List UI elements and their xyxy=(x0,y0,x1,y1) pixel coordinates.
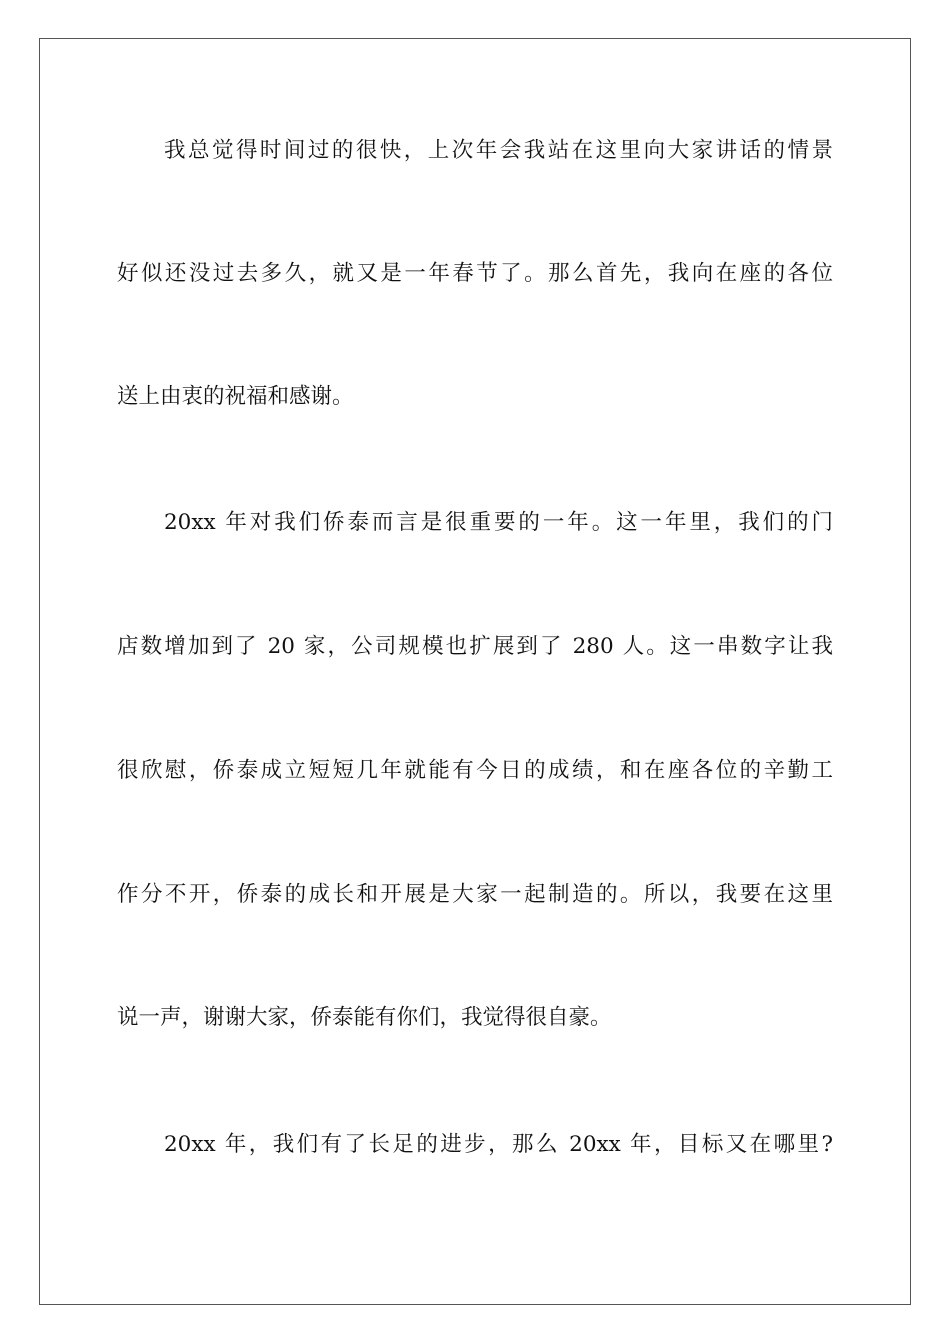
paragraph-2-line-2: 店数增加到了 20 家，公司规模也扩展到了 280 人。这一串数字让我 xyxy=(117,634,833,659)
paragraph-3-line-1: 20xx 年，我们有了长足的进步，那么 20xx 年，目标又在哪里? xyxy=(164,1132,833,1157)
paragraph-1-line-3: 送上由衷的祝福和感谢。 xyxy=(117,384,354,409)
page-border xyxy=(39,38,911,1305)
paragraph-2-line-4: 作分不开，侨泰的成长和开展是大家一起制造的。所以，我要在这里 xyxy=(117,882,833,907)
paragraph-2-line-3: 很欣慰，侨泰成立短短几年就能有今日的成绩，和在座各位的辛勤工 xyxy=(117,758,833,783)
paragraph-1-line-1: 我总觉得时间过的很快，上次年会我站在这里向大家讲话的情景 xyxy=(164,138,833,163)
paragraph-2-line-1: 20xx 年对我们侨泰而言是很重要的一年。这一年里，我们的门 xyxy=(164,510,833,535)
paragraph-1-line-2: 好似还没过去多久，就又是一年春节了。那么首先，我向在座的各位 xyxy=(117,261,833,286)
paragraph-2-line-5: 说一声，谢谢大家，侨泰能有你们，我觉得很自豪。 xyxy=(117,1005,612,1030)
